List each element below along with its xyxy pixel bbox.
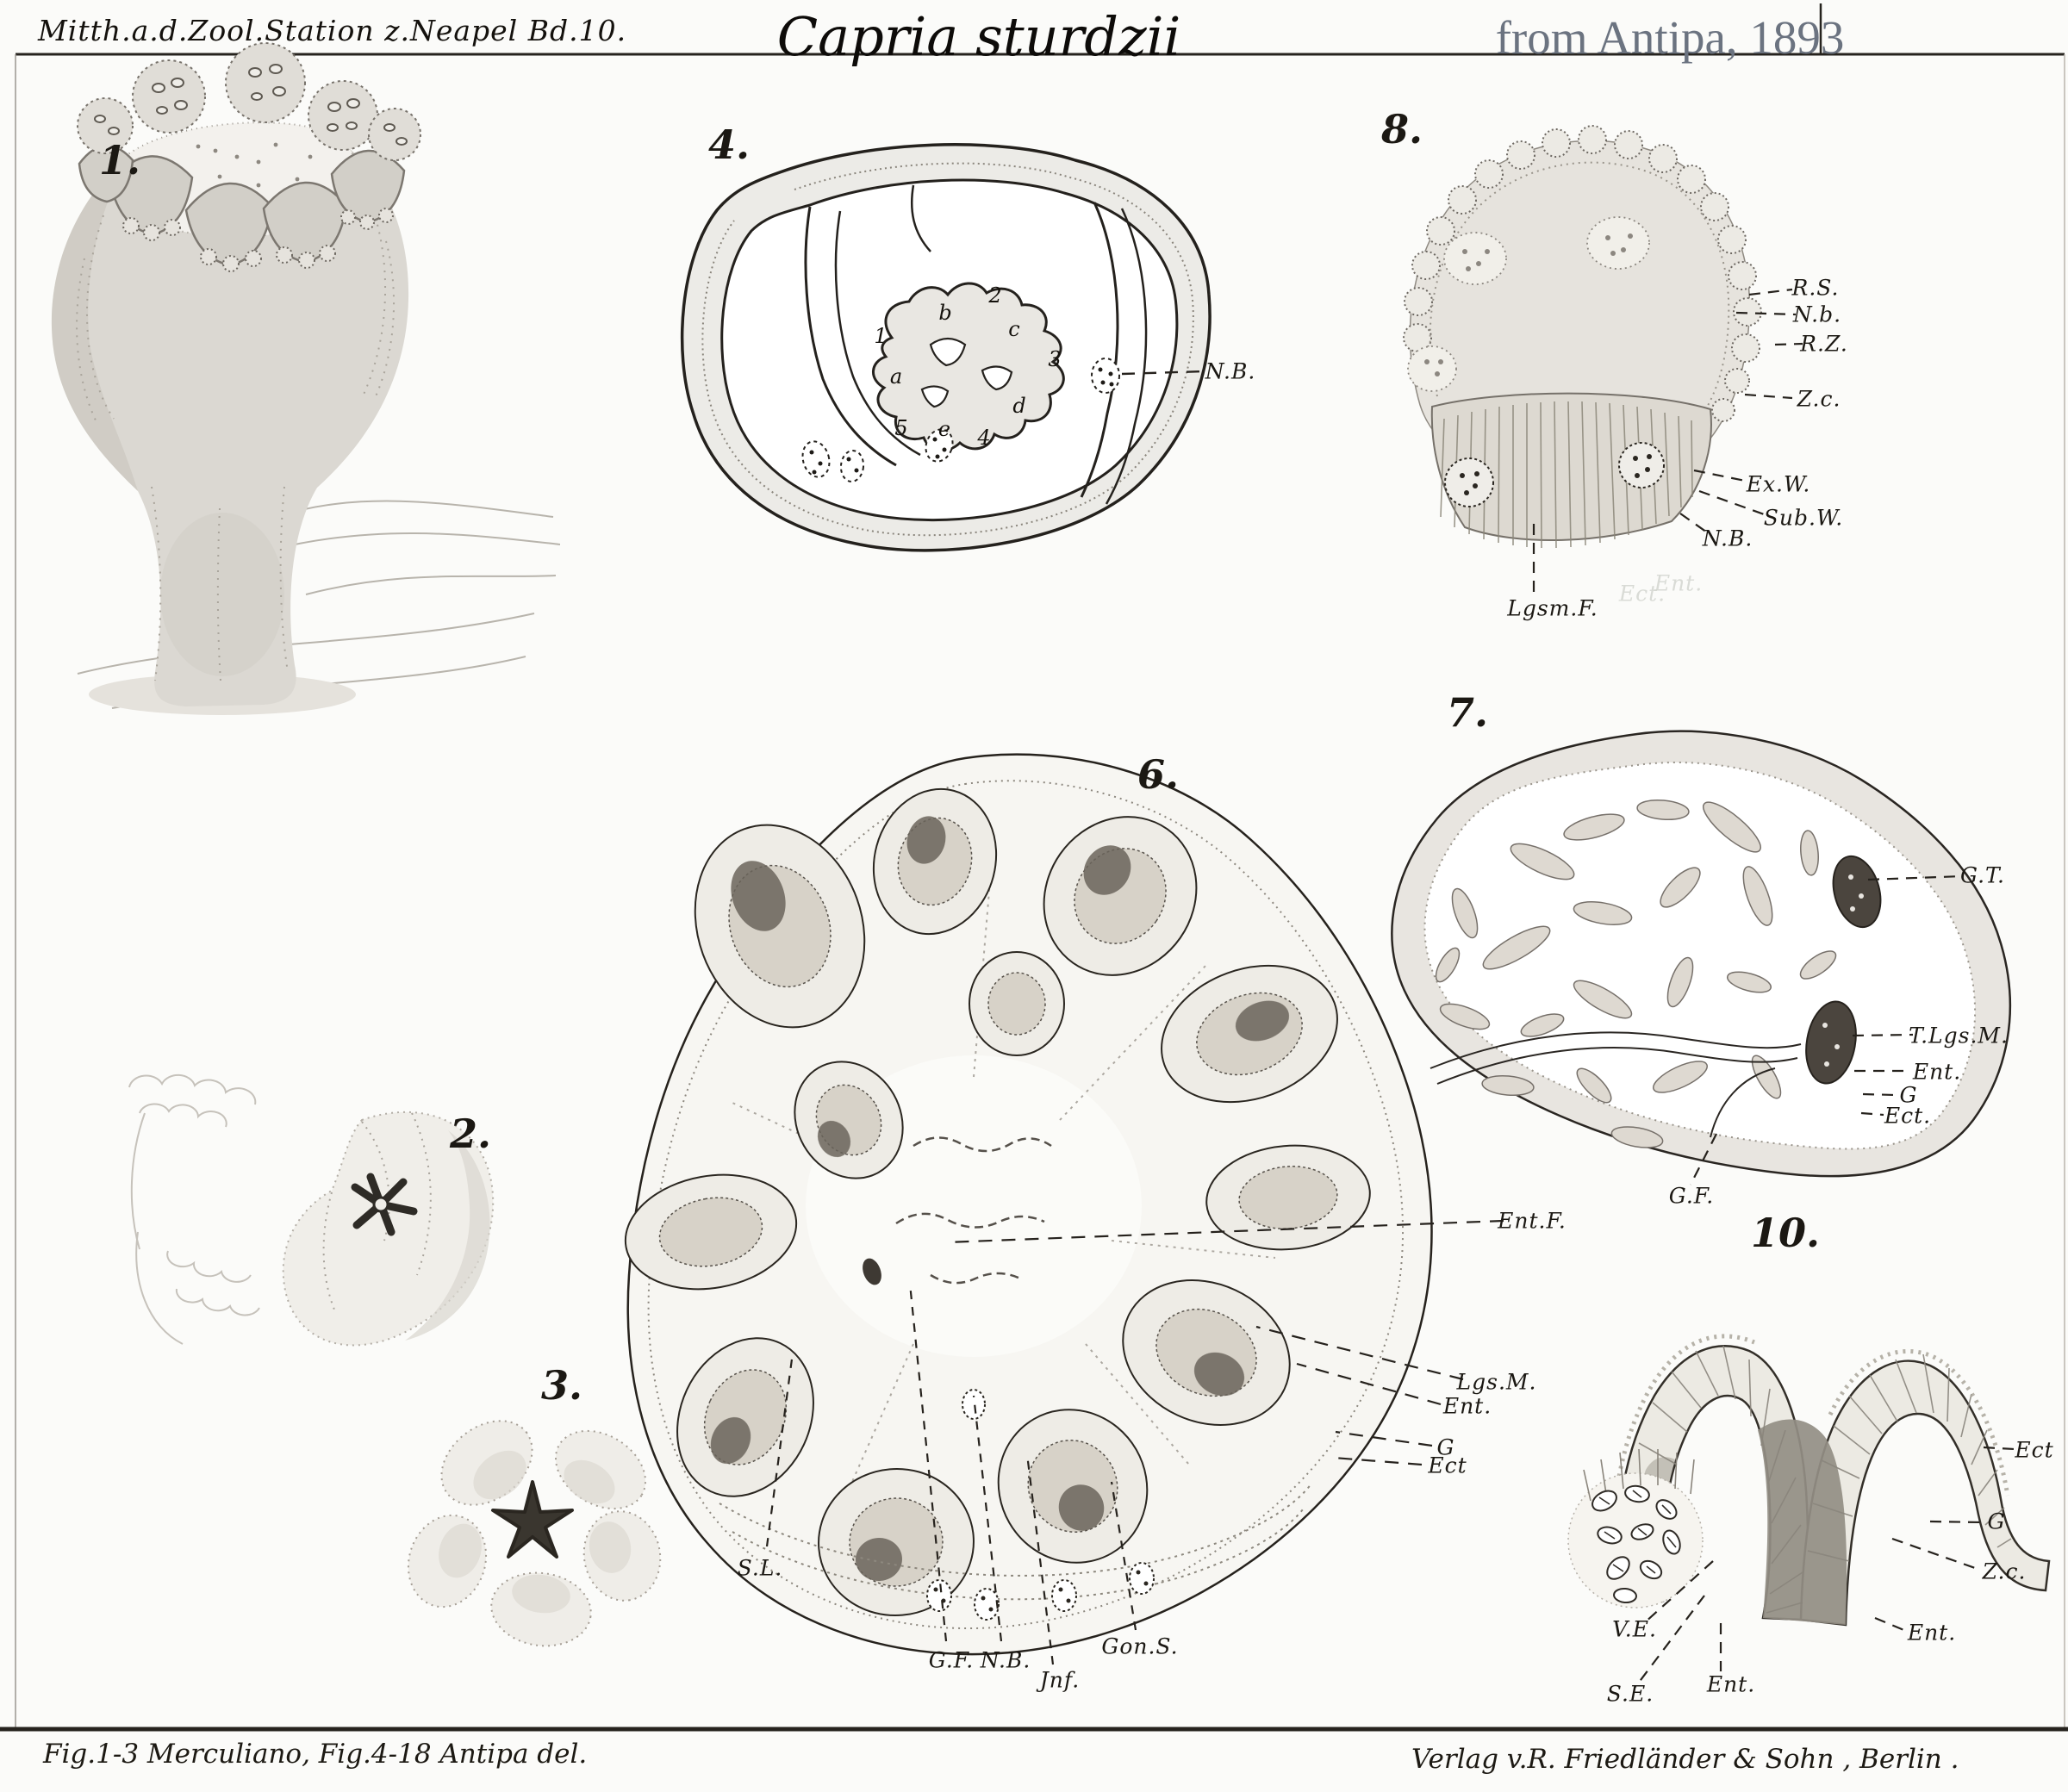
fig4-mark-d: d — [1012, 394, 1026, 418]
fig4-mark-1: 1 — [874, 324, 888, 348]
fig6-label-jnf: Jnf. — [1039, 1667, 1081, 1693]
fig4-mark-2: 2 — [988, 283, 1002, 308]
fig8-label-zc: Z.c. — [1797, 386, 1841, 412]
fig6-label-gf: G.F. — [928, 1647, 975, 1673]
fig4-mark-3: 3 — [1048, 347, 1062, 371]
fig10-label-ve: V.E. — [1612, 1616, 1657, 1642]
fig7-label-gt: G.T. — [1960, 862, 2005, 888]
fig7-label-gf: G.F. — [1668, 1183, 1715, 1209]
fig7-label-ect: Ect. — [1884, 1103, 1932, 1129]
fig10-label-zc: Z.c. — [1982, 1559, 2027, 1584]
fig6-section-drawing — [616, 755, 1504, 1664]
fig10-label-g: G — [1987, 1509, 2006, 1534]
publisher-imprint: Verlag v.R. Friedländer & Sohn , Berlin . — [1411, 1744, 1959, 1775]
fig10-label-ect: Ect — [2015, 1437, 2054, 1463]
fig4-mark-4: 4 — [977, 426, 991, 450]
fig6-label-nb: N.B. — [980, 1647, 1031, 1673]
fig6-label-ent: Ent. — [1442, 1393, 1492, 1419]
figure-number-6: 6. — [1137, 751, 1180, 798]
fig8-label-nb: N.B. — [1702, 526, 1753, 551]
fig10-label-ent-right: Ent. — [1907, 1620, 1957, 1646]
fig8-label-rs: R.S. — [1791, 275, 1840, 301]
attribution: from Antipa, 1893 — [1495, 11, 1845, 64]
fig4-mark-5: 5 — [894, 416, 908, 440]
fig8-margin-drawing — [1404, 126, 1803, 593]
fig8-label-lgsmf: Lgsm.F. — [1507, 595, 1598, 621]
figure-number-8: 8. — [1380, 106, 1423, 152]
fig8-label-exw: Ex.W. — [1746, 471, 1811, 497]
fig6-label-g: G — [1436, 1434, 1455, 1460]
fig7-label-g: G — [1899, 1082, 1918, 1108]
fig6-label-sl: S.L. — [737, 1555, 783, 1581]
fig10-label-ent-bottom: Ent. — [1706, 1671, 1756, 1697]
fig4-label-nb: N.B. — [1205, 358, 1256, 384]
fig7-label-ent: Ent. — [1912, 1059, 1962, 1085]
fig8-label-rz: R.Z. — [1800, 331, 1848, 357]
fig4-mark-c: c — [1008, 317, 1020, 341]
fig6-label-entf: Ent.F. — [1498, 1208, 1567, 1234]
fig4-section-drawing — [682, 145, 1210, 551]
figure-number-3: 3. — [540, 1362, 583, 1409]
fig4-mark-e: e — [937, 417, 951, 441]
fig6-label-gons: Gon.S. — [1101, 1633, 1179, 1659]
fig4-mark-b: b — [938, 301, 952, 325]
figure-number-1: 1. — [98, 137, 141, 184]
figure-number-2: 2. — [449, 1111, 492, 1157]
fig8-label-subw: Sub.W. — [1763, 505, 1844, 531]
fig4-mark-a: a — [889, 364, 903, 389]
fig7-label-tlgsm: T.Lgs.M. — [1909, 1023, 2009, 1048]
engraver-credit: Fig.1-3 Merculiano, Fig.4-18 Antipa del. — [43, 1739, 588, 1770]
fig6-label-ect: Ect — [1428, 1453, 1467, 1478]
fig6-label-lgsm: Lgs.M. — [1456, 1369, 1537, 1395]
fig2-bud-drawing — [129, 1075, 493, 1346]
figure-number-7: 7. — [1446, 689, 1489, 736]
fig8-label-nb-lower: N.b. — [1792, 302, 1842, 327]
fig3-oral-view-drawing — [396, 1403, 667, 1652]
plate-title: Capria sturdzii — [776, 5, 1181, 68]
journal-reference: Mitth.a.d.Zool.Station z.Neapel Bd.10. — [38, 14, 627, 47]
figure-number-10: 10. — [1750, 1210, 1821, 1256]
fig8-label-ect-faint: Ect. — [1618, 581, 1666, 607]
fig10-label-se: S.E. — [1606, 1681, 1654, 1707]
figure-number-4: 4. — [707, 121, 751, 168]
fig8-label-ent-faint: Ent. — [1654, 570, 1704, 596]
